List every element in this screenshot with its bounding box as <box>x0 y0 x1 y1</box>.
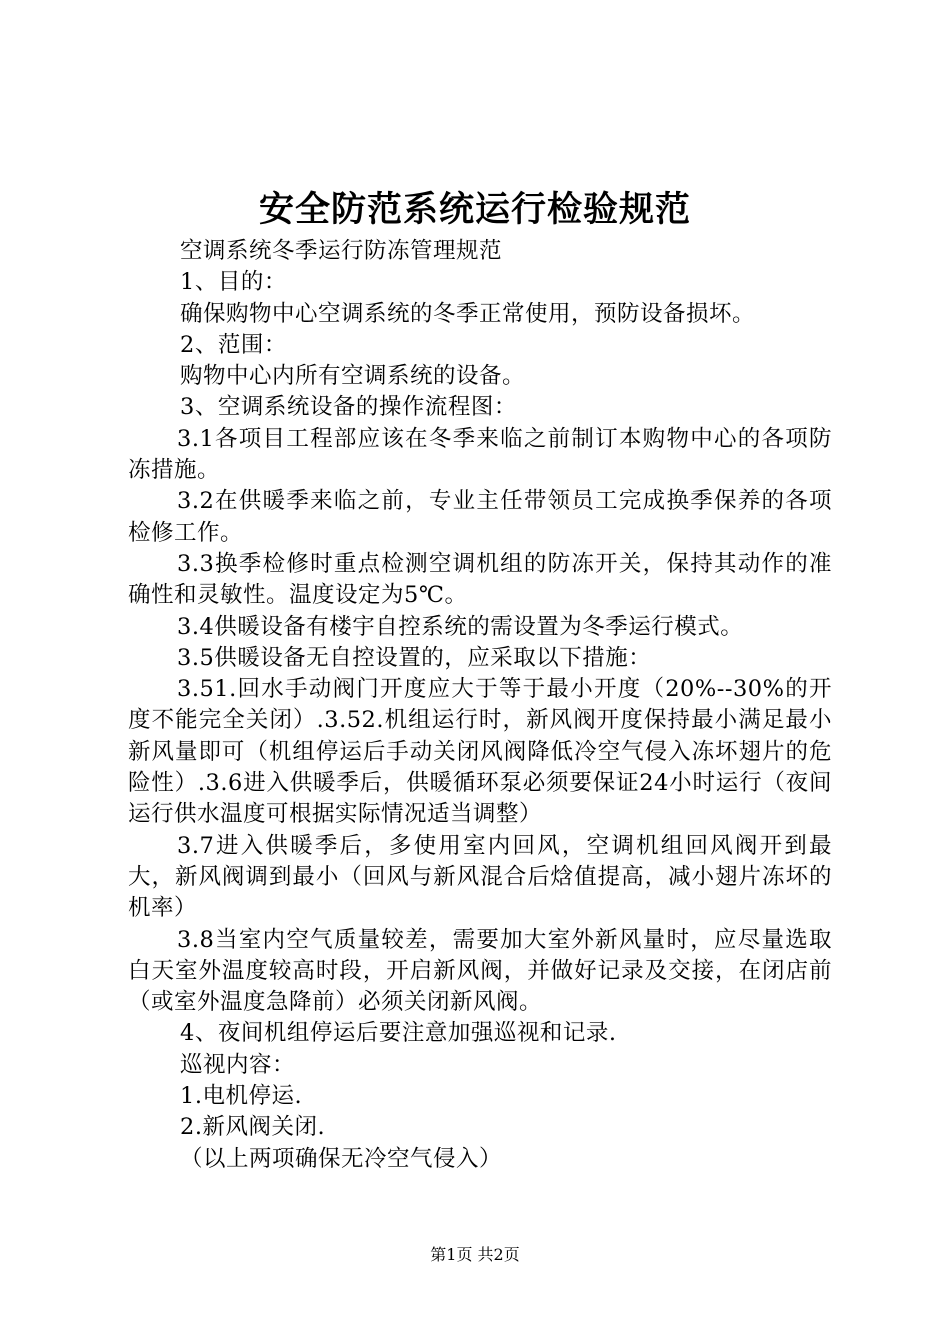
paragraph-section-1-body: 确保购物中心空调系统的冬季正常使用，预防设备损坏。 <box>180 300 756 327</box>
paragraph-3-2: 3.2在供暖季来临之前，专业主任带领员工完成换季保养的各项检修工作。 <box>128 488 832 546</box>
paragraph-inspection-item-2: 2.新风阀关闭. <box>180 1114 326 1141</box>
paragraph-3-4: 3.4供暖设备有楼宇自控系统的需设置为冬季运行模式。 <box>177 613 744 640</box>
paragraph-section-3-heading: 3、空调系统设备的操作流程图： <box>180 394 517 421</box>
paragraph-3-5: 3.5供暖设备无自控设置的，应采取以下措施： <box>177 644 652 671</box>
document-body <box>128 236 832 1175</box>
paragraph-3-8: 3.8当室内空气质量较差，需要加大室外新风量时，应尽量选取白天室外温度较高时段，开启新风阀，并做好记录及交接，在闭店前（或室外温度急降前）必须关闭新风阀。 <box>128 926 832 1016</box>
page-number-footer: 第1页 共2页 <box>430 1245 520 1264</box>
document-title: 安全防范系统运行检验规范 <box>258 190 691 230</box>
paragraph-inspection-item-1: 1.电机停运. <box>180 1083 303 1110</box>
paragraph-3-7: 3.7进入供暖季后，多使用室内回风，空调机组回风阀开到最大，新风阀调到最小（回风与新风混合后焓值提高，减小翅片冻坏的机率） <box>128 832 832 922</box>
paragraph-3-51: 3.51.回水手动阀门开度应大于等于最小开度（20%--30%的开度不能完全关闭）.3.52.机组运行时，新风阀开度保持最小满足最小新风量即可（机组停运后手动关闭风阀降低冷空气侵入冻坏翅片的危险性）.3.6进入供暖季后，供暖循环泵必须要保证24小时运行（夜间运行供水温度可根据实际情况适当调整） <box>128 676 832 828</box>
paragraph-3-1: 3.1各项目工程部应该在冬季来临之前制订本购物中心的各项防冻措施。 <box>128 425 832 484</box>
paragraph-subtitle: 空调系统冬季运行防冻管理规范 <box>180 238 503 264</box>
paragraph-section-4-heading: 4、夜间机组停运后要注意加强巡视和记录. <box>180 1020 617 1047</box>
paragraph-section-1-heading: 1、目的： <box>180 269 287 296</box>
paragraph-inspection-note: （以上两项确保无冷空气侵入） <box>180 1145 503 1172</box>
paragraph-section-2-body: 购物中心内所有空调系统的设备。 <box>180 363 526 390</box>
paragraph-inspection-label: 巡视内容： <box>180 1051 296 1078</box>
paragraph-section-2-heading: 2、范围： <box>180 331 287 358</box>
paragraph-3-3: 3.3换季检修时重点检测空调机组的防冻开关，保持其动作的准确性和灵敏性。温度设定为5℃。 <box>128 550 832 609</box>
